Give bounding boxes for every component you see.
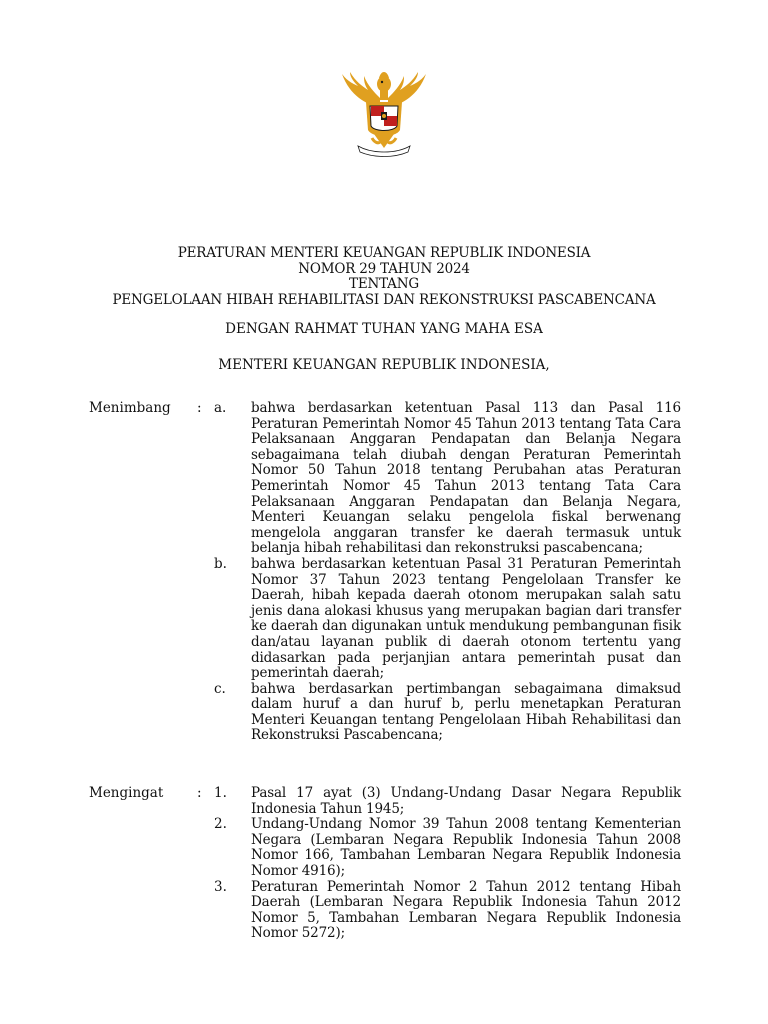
menimbang-colon: : <box>197 400 202 416</box>
mengingat-item <box>89 786 681 817</box>
mengingat-item <box>89 880 681 942</box>
issuer: MENTERI KEUANGAN REPUBLIK INDONESIA, <box>218 357 550 373</box>
invocation: DENGAN RAHMAT TUHAN YANG MAHA ESA <box>225 321 543 337</box>
item-text: bahwa berdasarkan pertimbangan sebagaimana dimaksud dalam huruf a dan huruf b, perlu menetapkan Peraturan Menteri Keuangan tentang Pengelolaan Hibah Rehabilitasi dan Rekonstruksi Pascabencana; <box>251 680 681 744</box>
menimbang-item <box>89 401 681 557</box>
garuda-emblem-icon <box>336 68 432 160</box>
menimbang-item <box>89 682 681 744</box>
item-marker: b. <box>214 555 227 572</box>
title-line-2: NOMOR 29 TAHUN 2024 <box>298 260 470 277</box>
item-text: bahwa berdasarkan ketentuan Pasal 113 dan Pasal 116 Peraturan Pemerintah Nomor 45 Tahun 2013 tentang Tata Cara Pelaksanaan Anggaran Pendapatan dan Belanja Negara sebagaimana telah diubah dengan Peraturan Pemerintah Nomor 50 Tahun 2018 tentang Perubahan atas Peraturan Pemerintah Nomor 45 Tahun 2013 tentang Tata Cara Pelaksanaan Anggaran Pendapatan dan Belanja Negara, Menteri Keuangan selaku pengelola fiskal berwenang mengelola anggaran transfer ke daerah termasuk untuk belanja hibah rehabilitasi dan rekonstruksi pascabencana; <box>251 400 681 557</box>
regulation-title <box>0 246 768 308</box>
item-marker: 1. <box>214 785 227 801</box>
item-text: Undang-Undang Nomor 39 Tahun 2008 tentang Kementerian Negara (Lembaran Negara Republik Indonesia Tahun 2008 Nomor 166, Tambahan Lembaran Negara Republik Indonesia Nomor 4916); <box>251 816 681 879</box>
item-text: Peraturan Pemerintah Nomor 2 Tahun 2012 tentang Hibah Daerah (Lembaran Negara Republik Indonesia Tahun 2012 Nomor 5, Tambahan Lembaran Negara Republik Indonesia Nomor 5272); <box>251 878 681 942</box>
item-marker: a. <box>214 400 227 416</box>
item-marker: 3. <box>214 878 227 895</box>
title-line-1: PERATURAN MENTERI KEUANGAN REPUBLIK INDONESIA <box>177 245 591 261</box>
title-line-4: PENGELOLAAN HIBAH REHABILITASI DAN REKONSTRUKSI PASCABENCANA <box>112 291 656 308</box>
mengingat-section <box>89 786 681 942</box>
item-text: bahwa berdasarkan ketentuan Pasal 31 Peraturan Pemerintah Nomor 37 Tahun 2023 tentang Pengelolaan Transfer ke Daerah, hibah kepada daerah otonom merupakan salah satu jenis dana alokasi khusus yang merupakan bagian dari transfer ke daerah dan digunakan untuk mendukung pembangunan fisik dan/atau layanan publik di daerah otonom tertentu yang didasarkan pada perjanjian antara pemerintah pusat dan pemerintah daerah; <box>251 555 681 682</box>
item-text: Pasal 17 ayat (3) Undang-Undang Dasar Negara Republik Indonesia Tahun 1945; <box>251 785 681 817</box>
title-line-3: TENTANG <box>349 276 419 292</box>
menimbang-item <box>89 557 681 682</box>
mengingat-colon: : <box>197 785 202 801</box>
item-marker: 2. <box>214 816 227 833</box>
item-marker: c. <box>214 680 226 697</box>
mengingat-item <box>89 817 681 879</box>
menimbang-label: Menimbang <box>89 400 171 416</box>
mengingat-label: Mengingat <box>89 785 164 801</box>
menimbang-section <box>89 401 681 744</box>
